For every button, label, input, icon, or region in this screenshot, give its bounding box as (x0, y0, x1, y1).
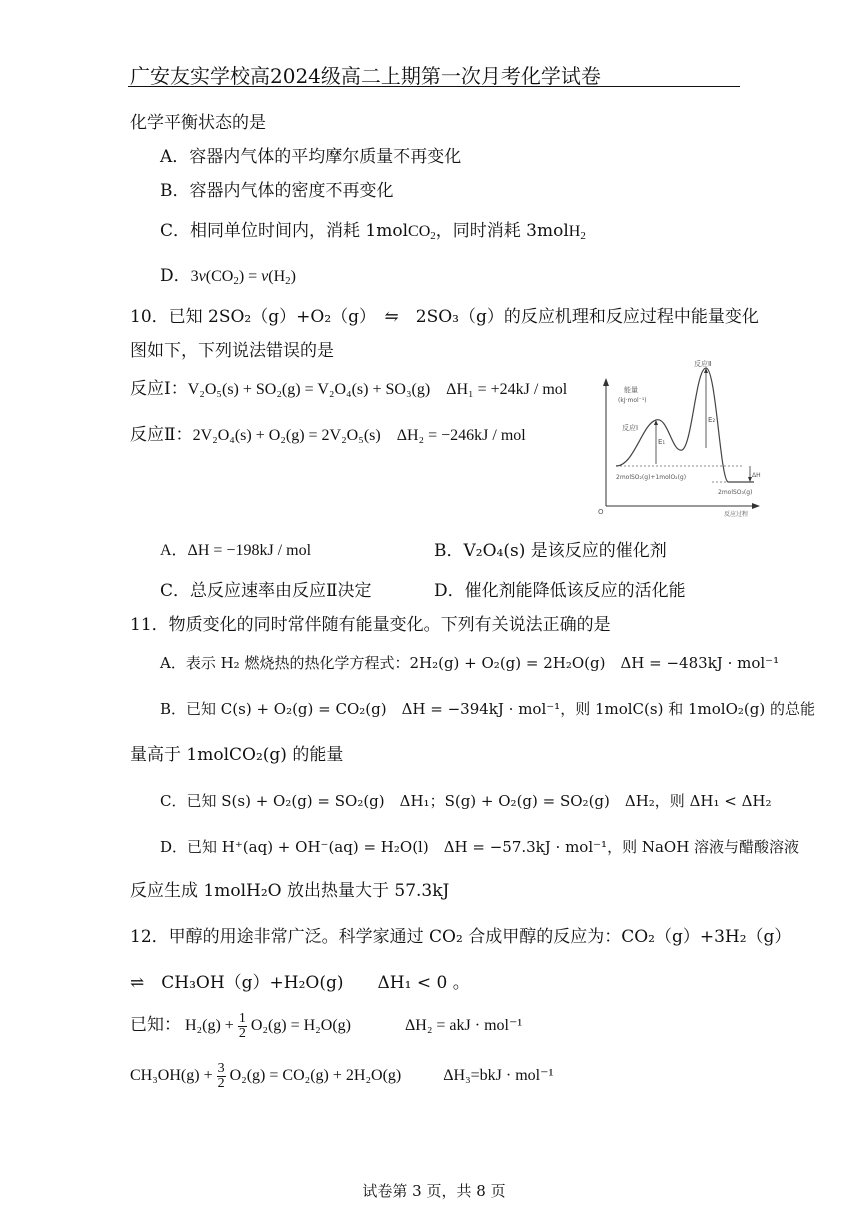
page-header-title: 广安友实学校高2024级高二上期第一次月考化学试卷 (130, 64, 601, 88)
label-x-axis: 反应过程 (724, 511, 749, 518)
q10-reaction-2-eq: 2V₂O₄(s) + O₂(g) = 2V₂O₅(s) ΔH₂ = −246kJ / mol (192, 427, 526, 444)
q12-eq2-fraction (217, 1062, 226, 1091)
y-label-unit: (kJ·mol⁻¹) (618, 397, 647, 404)
q10-reaction-1 (130, 378, 567, 401)
q10-option-d: D．催化剂能降低该反应的活化能 (434, 581, 686, 601)
q11-stem: 11．物质变化的同时常伴随有能量变化。下列有关说法正确的是 (130, 615, 611, 635)
q11-option-d-line2: 反应生成 1molH₂O 放出热量大于 57.3kJ (130, 881, 450, 901)
q10-stem-line2: 图如下，下列说法错误的是 (130, 341, 334, 361)
label-e2: E₂ (708, 416, 716, 424)
q9-option-d-eq: $3v(CO_2) = v(H_2)$ (190, 268, 296, 287)
label-dh: ΔH (752, 472, 761, 479)
q12-known-eq1 (130, 1012, 522, 1041)
energy-profile-diagram (594, 358, 764, 518)
q10-option-c: C．总反应速率由反应Ⅱ决定 (160, 581, 372, 601)
q9-option-d-label: D． (160, 266, 191, 286)
q12-known-label: 已知： (130, 1015, 181, 1036)
q12-eq1-dh: ΔH₂ = akJ · mol⁻¹ (404, 1017, 523, 1035)
q9-option-c-h2: $H_2$ (568, 223, 586, 242)
q10-reaction-2-label: 反应Ⅱ： (130, 425, 193, 445)
q10-option-a: A．ΔH = −198kJ / mol (160, 542, 312, 559)
label-reaction-1: 反应Ⅰ (622, 424, 639, 432)
frac1-denominator: 2 (238, 1026, 246, 1041)
q9-option-c-text: C．相同单位时间内，消耗 1mol (160, 221, 409, 241)
q9-stem-continuation: 化学平衡状态的是 (130, 113, 266, 133)
label-reactant-level: 2molSO₂(g)+1molO₂(g) (616, 474, 687, 481)
label-e1: E₁ (658, 438, 666, 446)
q11-option-c: C．已知 S(s) + O₂(g) = SO₂(g) ΔH₁；S(g) + O₂(g) = SO₂(g) ΔH₂，则 ΔH₁ < ΔH₂ (160, 792, 772, 810)
label-product-level: 2molSO₃(g) (718, 489, 753, 496)
q11-option-b-line2: 量高于 1molCO₂(g) 的能量 (130, 745, 344, 765)
y-axis-arrow (603, 378, 609, 386)
q12-known-eq2 (130, 1062, 553, 1091)
q10-reaction-1-label: 反应Ⅰ： (130, 379, 188, 399)
q11-option-b-line1: B．已知 C(s) + O₂(g) = CO₂(g) ΔH = −394kJ · mol⁻¹，则 1molC(s) 和 1molO₂(g) 的总能 (160, 700, 815, 718)
q11-option-a: A．表示 H₂ 燃烧热的热化学方程式：2H₂(g) + O₂(g) = 2H₂O(g) ΔH = −483kJ · mol⁻¹ (160, 654, 780, 672)
q9-option-c-mid: ，同时消耗 3mol (435, 221, 569, 241)
q9-option-a: A．容器内气体的平均摩尔质量不再变化 (160, 147, 462, 167)
q12-stem-line1: 12．甲醇的用途非常广泛。科学家通过 CO₂ 合成甲醇的反应为：CO₂（g）+3H₂（g） (130, 927, 792, 947)
q10-stem-line1: 10．已知 2SO₂（g）+O₂（g） ⇋ 2SO₃（g）的反应机理和反应过程中能量变化 (130, 307, 759, 327)
q10-option-b: B．V₂O₄(s) 是该反应的催化剂 (434, 541, 667, 561)
q12-stem-line2: ⇌ CH₃OH（g）+H₂O(g) ΔH₁ < 0 。 (130, 973, 470, 993)
q9-option-d (160, 265, 296, 292)
q10-reaction-2 (130, 424, 526, 447)
x-axis-arrow (752, 503, 760, 509)
label-origin: O (598, 508, 604, 516)
q10-reaction-1-eq: V₂O₅(s) + SO₂(g) = V₂O₄(s) + SO₃(g) ΔH₁ = +24kJ / mol (187, 381, 568, 398)
frac2-denominator: 2 (217, 1076, 225, 1091)
q12-eq2-dh: ΔH₃=bkJ · mol⁻¹ (443, 1067, 554, 1085)
q9-option-b: B．容器内气体的密度不再变化 (160, 181, 394, 201)
q9-option-c-co2: $CO_2$ (408, 223, 436, 242)
q12-eq1-part-b: O₂(g) = H₂O(g) (250, 1017, 351, 1035)
y-label-energy: 能量 (624, 386, 638, 394)
page-footer: 试卷第 3 页，共 8 页 (362, 1182, 506, 1200)
header-divider (128, 86, 740, 87)
q12-eq1-fraction (238, 1012, 247, 1041)
frac1-numerator: 1 (238, 1011, 246, 1026)
q12-eq1-part-a: H₂(g) + (185, 1017, 234, 1035)
frac2-numerator: 3 (217, 1061, 225, 1076)
q11-option-d-line1: D．已知 H⁺(aq) + OH⁻(aq) = H₂O(l) ΔH = −57.3kJ · mol⁻¹，则 NaOH 溶液与醋酸溶液 (160, 838, 800, 856)
q9-option-c (160, 220, 586, 247)
label-reaction-2: 反应Ⅱ (694, 360, 712, 368)
q12-eq2-part-a: CH₃OH(g) + (130, 1067, 213, 1085)
q12-eq2-part-b: O₂(g) = CO₂(g) + 2H₂O(g) (229, 1067, 402, 1085)
